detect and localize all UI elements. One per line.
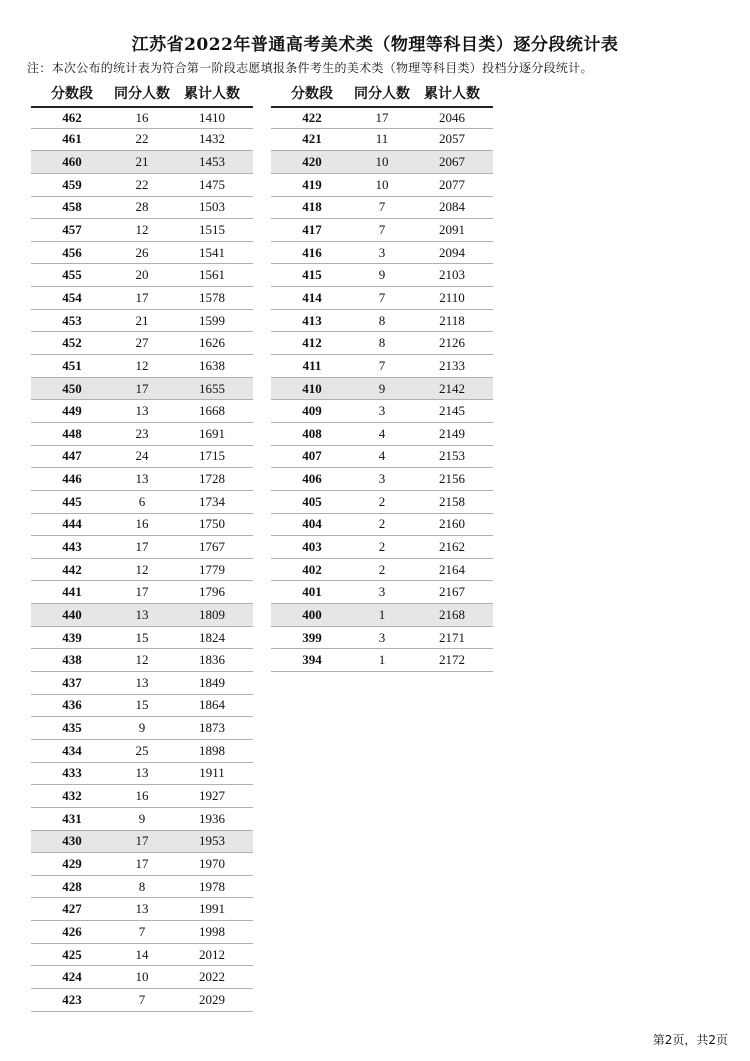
table-row [31,468,253,491]
score-cell: 431 [62,810,82,826]
table-row [31,581,253,604]
cumulative-cell: 1432 [199,131,225,147]
table-row [31,378,253,401]
cumulative-cell: 2142 [439,380,465,396]
score-cell: 445 [62,493,82,509]
same-count-cell: 13 [135,403,149,419]
table-row [31,355,253,378]
same-count-cell: 16 [135,788,149,804]
score-cell: 444 [62,516,82,532]
table-row [31,966,253,989]
same-count-cell: 13 [135,606,149,622]
same-count-cell: 10 [375,176,389,192]
score-cell: 454 [62,289,82,305]
same-count-cell: 8 [378,335,386,351]
same-count-cell: 7 [138,991,146,1007]
cumulative-cell: 2022 [199,969,225,985]
table-row [31,514,253,537]
same-count-cell: 7 [378,357,386,373]
table-row [31,604,253,627]
same-count-cell: 12 [135,222,149,238]
score-cell: 413 [302,312,322,328]
score-cell: 402 [302,561,322,577]
score-cell: 448 [62,425,82,441]
table-row [31,898,253,921]
table-header [271,80,493,106]
same-count-cell: 4 [378,425,386,441]
table-row [271,423,493,446]
header-cumulative: 累计人数 [424,86,480,102]
cumulative-cell: 2149 [439,425,465,441]
cumulative-cell: 1836 [199,652,225,668]
same-count-cell: 7 [138,923,146,939]
table-row [31,921,253,944]
cumulative-cell: 1715 [199,448,225,464]
same-count-cell: 12 [135,357,149,373]
score-cell: 414 [302,289,322,305]
table-body [271,106,493,672]
score-cell: 421 [302,131,322,147]
score-cell: 416 [302,244,322,260]
table-row [31,672,253,695]
table-row [31,491,253,514]
cumulative-cell: 1911 [199,765,225,781]
table-row [271,446,493,469]
score-cell: 442 [62,561,82,577]
cumulative-cell: 2118 [439,312,465,328]
same-count-cell: 3 [378,471,386,487]
same-count-cell: 9 [138,720,146,736]
score-cell: 425 [62,946,82,962]
table-row [31,264,253,287]
cumulative-cell: 2103 [439,267,465,283]
table-row [31,197,253,220]
score-cell: 439 [62,629,82,645]
same-count-cell: 20 [135,267,149,283]
same-count-cell: 28 [135,199,149,215]
same-count-cell: 17 [135,833,149,849]
score-cell: 404 [302,516,322,532]
score-cell: 424 [62,969,82,985]
score-cell: 458 [62,199,82,215]
score-cell: 417 [302,222,322,238]
score-cell: 447 [62,448,82,464]
score-cell: 409 [302,403,322,419]
same-count-cell: 16 [135,516,149,532]
cumulative-cell: 1978 [199,878,225,894]
same-count-cell: 7 [378,199,386,215]
cumulative-cell: 1410 [199,109,225,125]
cumulative-cell: 2171 [439,629,465,645]
table-row [31,106,253,129]
header-score: 分数段 [51,86,93,102]
same-count-cell: 11 [375,131,389,147]
table-row [31,559,253,582]
cumulative-cell: 2110 [439,289,465,305]
cumulative-cell: 1898 [199,742,225,758]
score-cell: 405 [302,493,322,509]
score-cell: 408 [302,425,322,441]
cumulative-cell: 2094 [439,244,465,260]
score-cell: 412 [302,335,322,351]
table-row [31,332,253,355]
score-cell: 403 [302,538,322,554]
cumulative-cell: 2156 [439,471,465,487]
score-cell: 462 [62,109,82,125]
score-cell: 406 [302,471,322,487]
cumulative-cell: 2133 [439,357,465,373]
score-cell: 457 [62,222,82,238]
same-count-cell: 13 [135,674,149,690]
score-cell: 428 [62,878,82,894]
cumulative-cell: 1453 [199,154,225,170]
cumulative-cell: 1541 [199,244,225,260]
score-cell: 400 [302,606,322,622]
score-cell: 436 [62,697,82,713]
table-row [31,831,253,854]
same-count-cell: 2 [378,538,386,554]
cumulative-cell: 2158 [439,493,465,509]
same-count-cell: 12 [135,652,149,668]
table-row [31,649,253,672]
same-count-cell: 17 [375,109,389,125]
cumulative-cell: 1728 [199,471,225,487]
score-cell: 420 [302,154,322,170]
table-row [271,219,493,242]
cumulative-cell: 1927 [199,788,225,804]
score-cell: 460 [62,154,82,170]
score-cell: 411 [302,357,322,373]
cumulative-cell: 1864 [199,697,225,713]
same-count-cell: 8 [378,312,386,328]
score-cell: 450 [62,380,82,396]
page-footer: 第2页，共2页 [652,1033,728,1047]
table-row [271,581,493,604]
score-cell: 423 [62,991,82,1007]
score-cell: 394 [302,652,322,668]
cumulative-cell: 2126 [439,335,465,351]
same-count-cell: 12 [135,561,149,577]
cumulative-cell: 2153 [439,448,465,464]
same-count-cell: 2 [378,493,386,509]
left-score-table [31,80,253,1012]
cumulative-cell: 1970 [199,855,225,871]
cumulative-cell: 2162 [439,538,465,554]
table-header [31,80,253,106]
same-count-cell: 1 [378,606,386,622]
cumulative-cell: 1936 [199,810,225,826]
cumulative-cell: 1578 [199,289,225,305]
same-count-cell: 8 [138,878,146,894]
right-score-table [271,80,493,672]
table-row [271,106,493,129]
cumulative-cell: 1626 [199,335,225,351]
score-cell: 435 [62,720,82,736]
cumulative-cell: 1796 [199,584,225,600]
same-count-cell: 3 [378,244,386,260]
table-row [31,287,253,310]
cumulative-cell: 1991 [199,901,225,917]
table-note: 注：本次公布的统计表为符合第一阶段志愿填报条件考生的美术类（物理等科目类）投档分逐分段统计。 [27,61,593,75]
same-count-cell: 15 [135,697,149,713]
cumulative-cell: 1668 [199,403,225,419]
score-cell: 451 [62,357,82,373]
same-count-cell: 17 [135,538,149,554]
table-row [31,627,253,650]
score-cell: 437 [62,674,82,690]
same-count-cell: 3 [378,403,386,419]
score-cell: 434 [62,742,82,758]
cumulative-cell: 2167 [439,584,465,600]
cumulative-cell: 1503 [199,199,225,215]
cumulative-cell: 1998 [199,923,225,939]
score-cell: 433 [62,765,82,781]
cumulative-cell: 2029 [199,991,225,1007]
cumulative-cell: 1750 [199,516,225,532]
same-count-cell: 17 [135,855,149,871]
cumulative-cell: 2168 [439,606,465,622]
same-count-cell: 10 [375,154,389,170]
score-cell: 449 [62,403,82,419]
cumulative-cell: 2172 [439,652,465,668]
score-cell: 399 [302,629,322,645]
score-cell: 459 [62,176,82,192]
table-row [31,717,253,740]
same-count-cell: 15 [135,629,149,645]
score-cell: 455 [62,267,82,283]
score-cell: 410 [302,380,322,396]
cumulative-cell: 2046 [439,109,465,125]
same-count-cell: 3 [378,584,386,600]
score-cell: 426 [62,923,82,939]
table-row [271,287,493,310]
table-row [271,151,493,174]
table-row [31,853,253,876]
cumulative-cell: 1691 [199,425,225,441]
same-count-cell: 4 [378,448,386,464]
same-count-cell: 6 [138,493,146,509]
table-row [31,310,253,333]
score-cell: 407 [302,448,322,464]
same-count-cell: 13 [135,765,149,781]
page-title: 江苏省2022年普通高考美术类（物理等科目类）逐分段统计表 [131,35,619,55]
cumulative-cell: 1849 [199,674,225,690]
score-cell: 401 [302,584,322,600]
same-count-cell: 26 [135,244,149,260]
cumulative-cell: 1734 [199,493,225,509]
same-count-cell: 2 [378,516,386,532]
score-cell: 418 [302,199,322,215]
same-count-cell: 14 [135,946,149,962]
cumulative-cell: 1599 [199,312,225,328]
table-row [271,400,493,423]
cumulative-cell: 2057 [439,131,465,147]
table-row [31,242,253,265]
same-count-cell: 22 [135,131,149,147]
cumulative-cell: 1638 [199,357,225,373]
table-row [271,536,493,559]
score-cell: 453 [62,312,82,328]
table-row [31,989,253,1012]
score-cell: 440 [62,606,82,622]
same-count-cell: 7 [378,222,386,238]
same-count-cell: 21 [135,154,149,170]
cumulative-cell: 1779 [199,561,225,577]
score-cell: 438 [62,652,82,668]
cumulative-cell: 1515 [199,222,225,238]
cumulative-cell: 1655 [199,380,225,396]
same-count-cell: 17 [135,380,149,396]
same-count-cell: 13 [135,471,149,487]
same-count-cell: 7 [378,289,386,305]
table-row [31,423,253,446]
table-row [31,808,253,831]
table-body [31,106,253,1012]
score-cell: 415 [302,267,322,283]
same-count-cell: 22 [135,176,149,192]
cumulative-cell: 2012 [199,946,225,962]
score-cell: 456 [62,244,82,260]
table-row [31,129,253,152]
table-row [31,219,253,242]
same-count-cell: 17 [135,289,149,305]
header-same-count: 同分人数 [354,86,410,102]
same-count-cell: 9 [378,380,386,396]
table-row [31,536,253,559]
table-row [31,151,253,174]
header-cumulative: 累计人数 [184,86,240,102]
same-count-cell: 17 [135,584,149,600]
table-row [271,378,493,401]
cumulative-cell: 2164 [439,561,465,577]
table-row [271,197,493,220]
header-same-count: 同分人数 [114,86,170,102]
table-row [31,695,253,718]
table-row [271,242,493,265]
score-cell: 430 [62,833,82,849]
cumulative-cell: 1561 [199,267,225,283]
same-count-cell: 13 [135,901,149,917]
score-cell: 446 [62,471,82,487]
same-count-cell: 24 [135,448,149,464]
same-count-cell: 9 [378,267,386,283]
same-count-cell: 2 [378,561,386,577]
table-row [271,129,493,152]
table-row [271,649,493,672]
score-cell: 461 [62,131,82,147]
table-row [271,355,493,378]
table-row [271,264,493,287]
same-count-cell: 21 [135,312,149,328]
table-row [31,740,253,763]
cumulative-cell: 1824 [199,629,225,645]
cumulative-cell: 1475 [199,176,225,192]
table-row [271,332,493,355]
table-row [271,627,493,650]
same-count-cell: 23 [135,425,149,441]
table-row [271,174,493,197]
cumulative-cell: 2084 [439,199,465,215]
score-cell: 443 [62,538,82,554]
table-row [271,310,493,333]
same-count-cell: 25 [135,742,149,758]
same-count-cell: 9 [138,810,146,826]
cumulative-cell: 2067 [439,154,465,170]
score-cell: 452 [62,335,82,351]
score-cell: 422 [302,109,322,125]
score-cell: 427 [62,901,82,917]
cumulative-cell: 2091 [439,222,465,238]
table-row [271,514,493,537]
cumulative-cell: 1809 [199,606,225,622]
cumulative-cell: 1953 [199,833,225,849]
score-cell: 432 [62,788,82,804]
same-count-cell: 10 [135,969,149,985]
table-row [271,559,493,582]
header-score: 分数段 [291,86,333,102]
score-cell: 441 [62,584,82,600]
same-count-cell: 1 [378,652,386,668]
cumulative-cell: 1873 [199,720,225,736]
table-row [31,944,253,967]
score-cell: 419 [302,176,322,192]
cumulative-cell: 2160 [439,516,465,532]
table-row [271,468,493,491]
table-row [31,174,253,197]
table-row [271,491,493,514]
same-count-cell: 27 [135,335,149,351]
same-count-cell: 16 [135,109,149,125]
table-row [31,763,253,786]
cumulative-cell: 1767 [199,538,225,554]
table-row [31,446,253,469]
score-cell: 429 [62,855,82,871]
cumulative-cell: 2077 [439,176,465,192]
table-row [31,400,253,423]
table-row [271,604,493,627]
table-row [31,785,253,808]
same-count-cell: 3 [378,629,386,645]
table-row [31,876,253,899]
cumulative-cell: 2145 [439,403,465,419]
